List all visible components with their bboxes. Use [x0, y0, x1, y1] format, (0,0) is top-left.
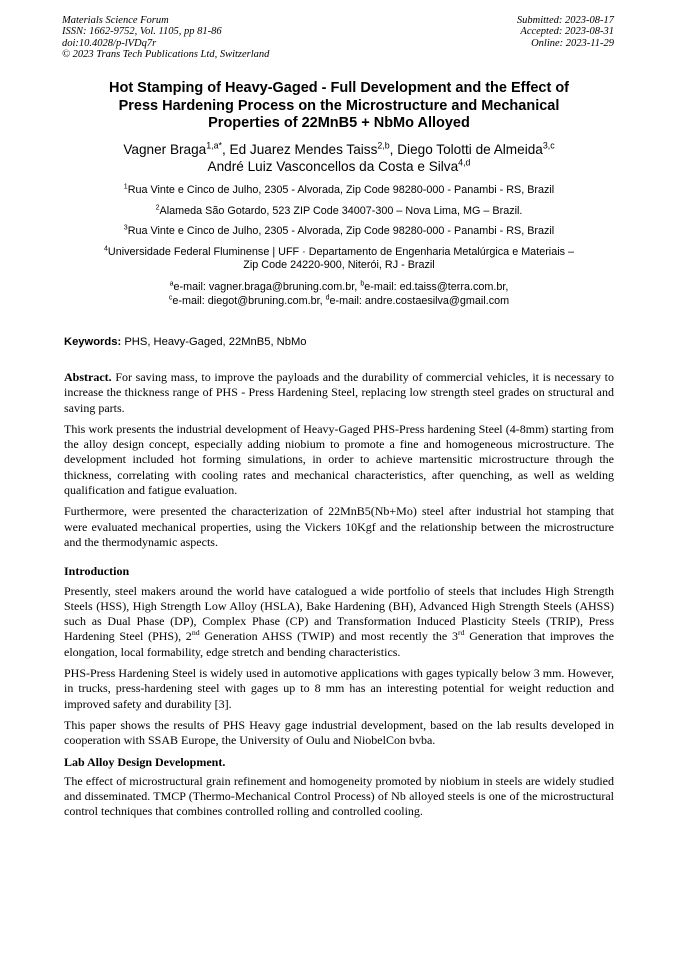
accepted-date: Accepted: 2023-08-31 [520, 26, 614, 38]
paper-title [60, 80, 618, 133]
lab-paragraph-1: The effect of microstructural grain refinement and homogeneity promoted by niobium in steels are widely studied and disseminated. TMCP (Thermo-Mechanical Control Process) of Nb alloyed steels is one of the microstructural control techniques that combines controlled rolling and controlled cooling. [64, 773, 614, 819]
author-name: Diego Tolotti de Almeida [397, 142, 543, 157]
email-b: e-mail: ed.taiss@terra.com.br, [364, 280, 509, 293]
email-d: e-mail: andre.costaesilva@gmail.com [329, 294, 510, 307]
affiliation-sup: 3 [123, 224, 128, 232]
affiliations [60, 184, 618, 308]
affiliation-3 [60, 225, 618, 239]
affiliation-sup: 1 [123, 183, 128, 191]
introduction-paragraph-3: This paper shows the results of PHS Heavy gage industrial development, based on the lab results developed in cooperation with SSAB Europe, the University of Oulu and NiobelCon bvba. [64, 717, 614, 748]
email-sup: c [168, 293, 173, 301]
abstract-paragraph-3: Furthermore, were presented the characterization of 22MnB5(Nb+Mo) steel after industrial hot stamping that were evaluated mechanical properties, using the Vickers 10Kgf and the relationship between the microstructure and the thermodynamic aspects. [64, 504, 614, 549]
author-emails [60, 280, 618, 308]
intro-text: Presently, steel makers around the world have catalogued a wide portfolio of steels that includes High Strength Steels (HSS), High Strength Low Alloy (HSLA), Bake Hardening (BH), Advanced High Strength Steels (AHSS) such as Dual Phase (DP), Complex Phase (CP) and Transformation Induced Plasticity Steels (TRIP), Press Hardening Steel (PHS), 2 [64, 583, 614, 644]
affiliation-text: Zip Code 24220-900, Niterói, RJ - Brazil [243, 259, 435, 271]
keywords [64, 335, 614, 349]
journal-issn: ISSN: 1662-9752, Vol. 1105, pp 81-86 [62, 26, 222, 38]
author-name: André Luiz Vasconcellos da Costa e Silva [207, 159, 459, 174]
lab-heading: Lab Alloy Design Development. [64, 754, 226, 769]
email-sup: a [169, 279, 174, 287]
email-c: e-mail: diegot@bruning.com.br, [172, 294, 323, 307]
intro-text: Generation AHSS (TWIP) and most recently the 3 [199, 629, 458, 644]
title-line-3: Properties of 22MnB5 + NbMo Alloyed [208, 115, 470, 131]
introduction-paragraph-2: PHS-Press Hardening Steel is widely used in automotive applications with gages typically below 3 mm. However, in trucks, press-hardening steel with gages up to 8 mm has an interesting potential for weight reduction and improved safety and durability [3]. [64, 666, 614, 711]
abstract-paragraph [64, 370, 614, 416]
keywords-label: Keywords: [64, 336, 122, 348]
affiliation-text: Rua Vinte e Cinco de Julho, 2305 - Alvorada, Zip Code 98280-000 - Panambi - RS, Brazil [127, 225, 555, 237]
email-sup: b [360, 279, 365, 287]
abstract-paragraph-2: This work presents the industrial development of Heavy-Gaged PHS-Press hardening Steel (4-8mm) starting from the alloy design concept, especially adding niobium to promote a fine and homogeneous microstructure. The development included hot forming simulations, in order to achieve martensitic microstructure through the thickness, correlating with cooling rates and mechanical characteristics, after quenching, as well as welding qualification and fatigue evaluation. [64, 421, 614, 498]
ordinal-sup: rd [457, 628, 465, 638]
author-sup: 4,d [458, 157, 471, 168]
author-sup: 1,a* [206, 140, 222, 151]
journal-copyright: © 2023 Trans Tech Publications Ltd, Switzerland [62, 48, 270, 60]
introduction-paragraph-1 [64, 584, 614, 660]
affiliation-1 [60, 184, 618, 198]
affiliation-4 [60, 246, 618, 273]
authors-line-2 [60, 158, 618, 175]
online-date: Online: 2023-11-29 [531, 37, 614, 49]
author-sup: 3,c [542, 140, 555, 151]
email-sup: d [325, 293, 330, 301]
paper-body [64, 370, 614, 826]
author-name: Vagner Braga [123, 142, 207, 157]
intro-text: Generation that improves the elongation, local formability, edge stretch and bending characteristics. [64, 629, 614, 659]
authors-line-1: Vagner Braga$^{1,a*}$, Ed Juarez Mendes Taiss$^{2,b}$, Diego Tolotti de Almeida$^{3,c}$ [123, 140, 555, 157]
publication-dates [517, 15, 614, 49]
author-list [60, 141, 618, 175]
submitted-date: Submitted: 2023-08-17 [516, 15, 614, 26]
title-line-1: Hot Stamping of Heavy-Gaged - Full Development and the Effect of [108, 80, 569, 96]
title-line-2: Press Hardening Process on the Microstructure and Mechanical [118, 97, 560, 114]
affiliation-sup: 2 [155, 203, 160, 211]
affiliation-sup: 4 [104, 244, 108, 252]
journal-info [62, 15, 269, 60]
affiliation-text: Alameda São Gotardo, 523 ZIP Code 34007-300 – Nova Lima, MG – Brazil. [159, 204, 523, 217]
ordinal-sup: nd [191, 628, 200, 638]
abstract-text: For saving mass, to improve the payloads and the durability of commercial vehicles, it is necessary to increase the thickness range of PHS - Press Hardening Steel, replacing low strength steel grades on structural and saving parts. [64, 370, 615, 415]
affiliation-text: Rua Vinte e Cinco de Julho, 2305 - Alvorada, Zip Code 98280-000 - Panambi - RS, Brazil [127, 184, 555, 196]
introduction-heading: Introduction [64, 564, 130, 579]
author-name: Ed Juarez Mendes Taiss [229, 142, 378, 157]
abstract-label: Abstract. [64, 370, 112, 384]
journal-doi: doi:10.4028/p-lVDq7r [62, 37, 157, 49]
author-sup: 2,b [377, 140, 390, 151]
keywords-text: PHS, Heavy-Gaged, 22MnB5, NbMo [124, 336, 307, 348]
affiliation-text: Universidade Federal Fluminense | UFF · Departamento de Engenharia Metalúrgica e Materiais – [107, 245, 574, 258]
affiliation-2 [60, 205, 618, 219]
email-a: e-mail: vagner.braga@bruning.com.br, [173, 280, 358, 293]
journal-name: Materials Science Forum [62, 15, 169, 26]
